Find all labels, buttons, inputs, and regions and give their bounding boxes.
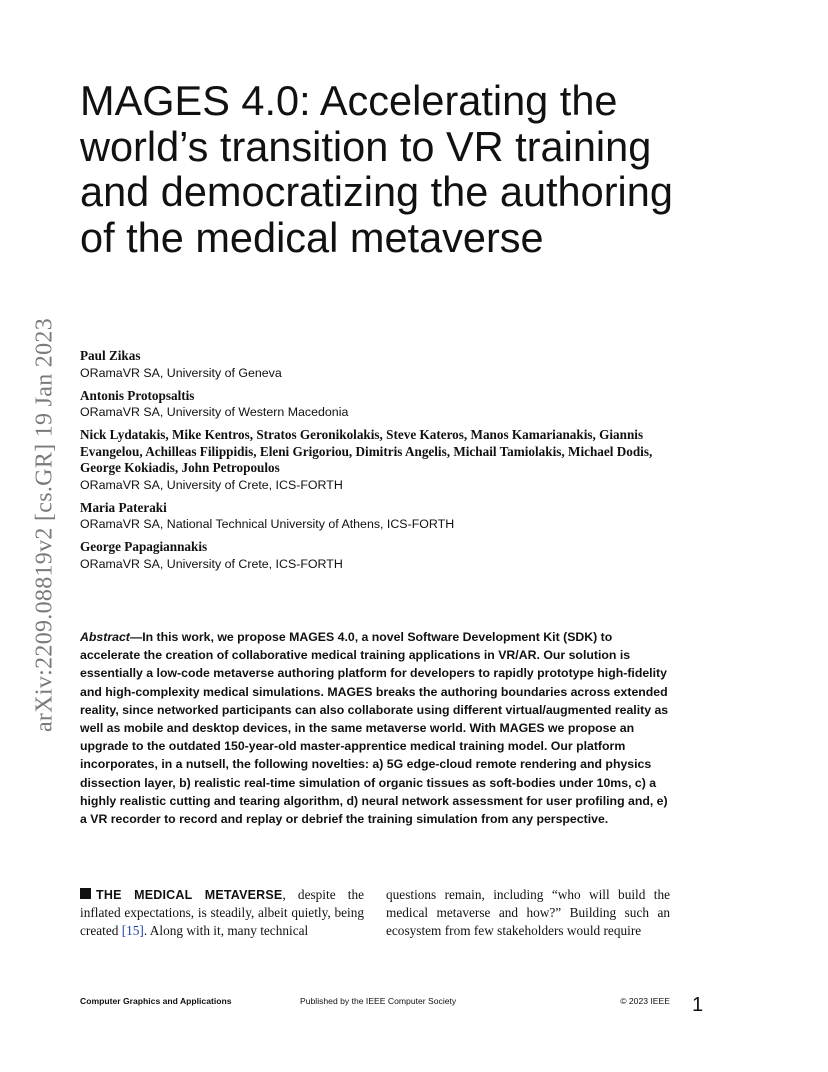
body-text: . Along with it, many technical — [143, 923, 309, 938]
author-names: Maria Pateraki — [80, 499, 167, 515]
page-footer — [80, 996, 670, 1010]
author-names: Nick Lydatakis, Mike Kentros, Stratos Geronikolakis, Steve Kateros, Manos Kamarianakis, Giannis Evangelou, Achilleas Filippidis, Eleni Grigoriou, Dimitris Angelis, Michail Tamiolakis, Michael Dodis, George Kokiadis, John Petropoulos — [80, 427, 653, 475]
body-columns — [80, 886, 670, 940]
author-affiliation: ORamaVR SA, National Technical University of Athens, ICS-FORTH — [80, 517, 455, 531]
abstract-label: Abstract — [80, 630, 130, 644]
author-entry — [80, 539, 680, 572]
section-marker-square — [80, 888, 91, 899]
citation-link[interactable]: [15] — [121, 923, 144, 938]
author-affiliation: ORamaVR SA, University of Geneva — [80, 365, 282, 380]
author-names: Paul Zikas — [80, 348, 141, 363]
body-text: , despite the inflated expectations, is steadily, albeit quietly, being created — [80, 887, 364, 938]
author-list — [80, 348, 680, 579]
author-entry — [80, 348, 680, 381]
abstract-text: —In this work, we propose MAGES 4.0, a novel Software Development Kit (SDK) to accelerate the creation of collaborative medical training applications in VR/AR. Our solution is essentially a low-code metaverse authoring platform for developers to rapidly prototype high-fidelity and high-complexity medical simulations. MAGES breaks the authoring boundaries across extended reality, since networked participants can also collaborate using different virtual/augmented reality as well as mobile and desktop devices, in the same metaverse world. With MAGES we propose an upgrade to the outdated 150-year-old master-apprentice medical training model. Our platform incorporates, in a nutsell, the following novelties: a) 5G edge-cloud remote rendering and physics dissection layer, b) realistic real-time simulation of organic tissues as soft-bodies under 10ms, c) a highly realistic cutting and tearing algorithm, d) neural network assessment for user profiling and, e) a VR recorder to record and replay or debrief the training simulation from any perspective. — [80, 630, 669, 827]
body-column-right: questions remain, including “who will build the medical metaverse and how?” Building such an ecosystem from few stakeholders would require — [386, 887, 670, 938]
author-affiliation: ORamaVR SA, University of Western Macedonia — [80, 405, 349, 419]
author-names: Antonis Protopsaltis — [80, 387, 195, 403]
author-affiliation: ORamaVR SA, University of Crete, ICS-FORTH — [80, 556, 343, 571]
author-names: George Papagiannakis — [80, 539, 208, 554]
abstract — [80, 628, 670, 828]
footer-journal: Computer Graphics and Applications — [80, 996, 232, 1006]
author-affiliation: ORamaVR SA, University of Crete, ICS-FORTH — [80, 477, 343, 492]
author-entry — [80, 388, 680, 421]
section-lead-in: THE MEDICAL METAVERSE — [96, 888, 283, 902]
footer-copyright: © 2023 IEEE — [620, 996, 670, 1006]
author-entry — [80, 500, 680, 533]
arxiv-identifier-stamp: arXiv:2209.08819v2 [cs.GR] 19 Jan 2023 — [31, 317, 58, 733]
footer-publisher: Published by the IEEE Computer Society — [300, 996, 457, 1006]
author-entry — [80, 427, 680, 493]
page-number: 1 — [692, 994, 704, 1016]
paper-title: MAGES 4.0: Accelerating the world’s transition to VR training and democratizing the authoring of the medical metaverse — [80, 77, 673, 261]
body-column-left — [80, 886, 364, 940]
